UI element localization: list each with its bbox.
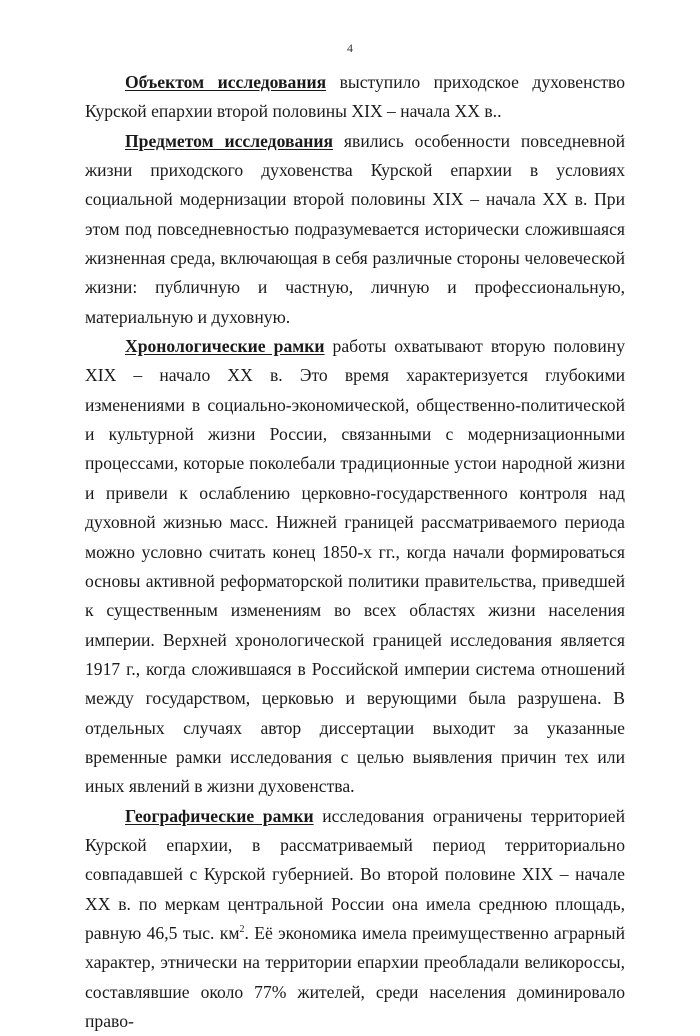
paragraph-geography-text-after: . Её экономика имела преимущественно аграрный характер, этнически на территории епархии преобладали великороссы, составлявшие около 77% жителей, среди населения доминировало право-	[85, 922, 625, 1031]
paragraph-chronology-text: работы охватывают вторую половину XIX – начало XX в. Это время характеризуется глубокими изменениями в социально-экономической, общественно-политической и культурной жизни России, связанными с модернизационными процессами, которые поколебали традиционные устои народной жизни и привели к ослаблению церковно-государственного контроля над духовной жизнью масс. Нижней границей рассматриваемого периода можно условно считать конец 1850-х гг., когда начали формироваться основы активной реформаторской политики правительства, приведшей к существенным изменениям во всех областях жизни населения империи. Верхней хронологической границей исследования является 1917 г., когда сложившаяся в Российской империи система отношений между государством, церковью и верующими была разрушена. В отдельных случаях автор диссертации выходит за указанные временные рамки исследования с целью выявления причин тех или иных явлений в жизни духовенства.	[85, 336, 625, 797]
paragraph-subject-text: явились особенности повседневной жизни приходского духовенства Курской епархии в условиях социальной модернизации второй половины XIX – начала XX в. При этом под повседневностью подразумевается исторически сложившаяся жизненная среда, включающая в себя различные стороны человеческой жизни: публичную и частную, личную и профессиональную, материальную и духовную.	[85, 130, 625, 327]
term-object: Объектом исследования	[125, 72, 327, 92]
paragraph-object-text: выступило приходское духовенство Курской епархии второй половины XIX – начала XX в..	[85, 72, 625, 122]
paragraph-chronology	[85, 332, 625, 802]
paragraph-geography-text: исследования ограничены территорией Курской епархии, в рассматриваемый период территориально совпадавшей с Курской губернией. Во второй половине XIX – начале XX в. по меркам центральной России она имела среднюю площадь, равную 46,5 тыс. км	[85, 805, 625, 943]
paragraph-object	[85, 68, 625, 127]
text-body	[85, 68, 625, 1036]
paragraph-geography	[85, 802, 625, 1036]
term-subject: Предметом исследования	[125, 130, 334, 151]
term-geography: Географические рамки	[125, 805, 314, 826]
page-number: 4	[347, 41, 353, 55]
superscript-two: 2	[239, 924, 245, 936]
paragraph-subject	[85, 127, 625, 332]
term-chronology: Хронологические рамки	[125, 336, 325, 357]
